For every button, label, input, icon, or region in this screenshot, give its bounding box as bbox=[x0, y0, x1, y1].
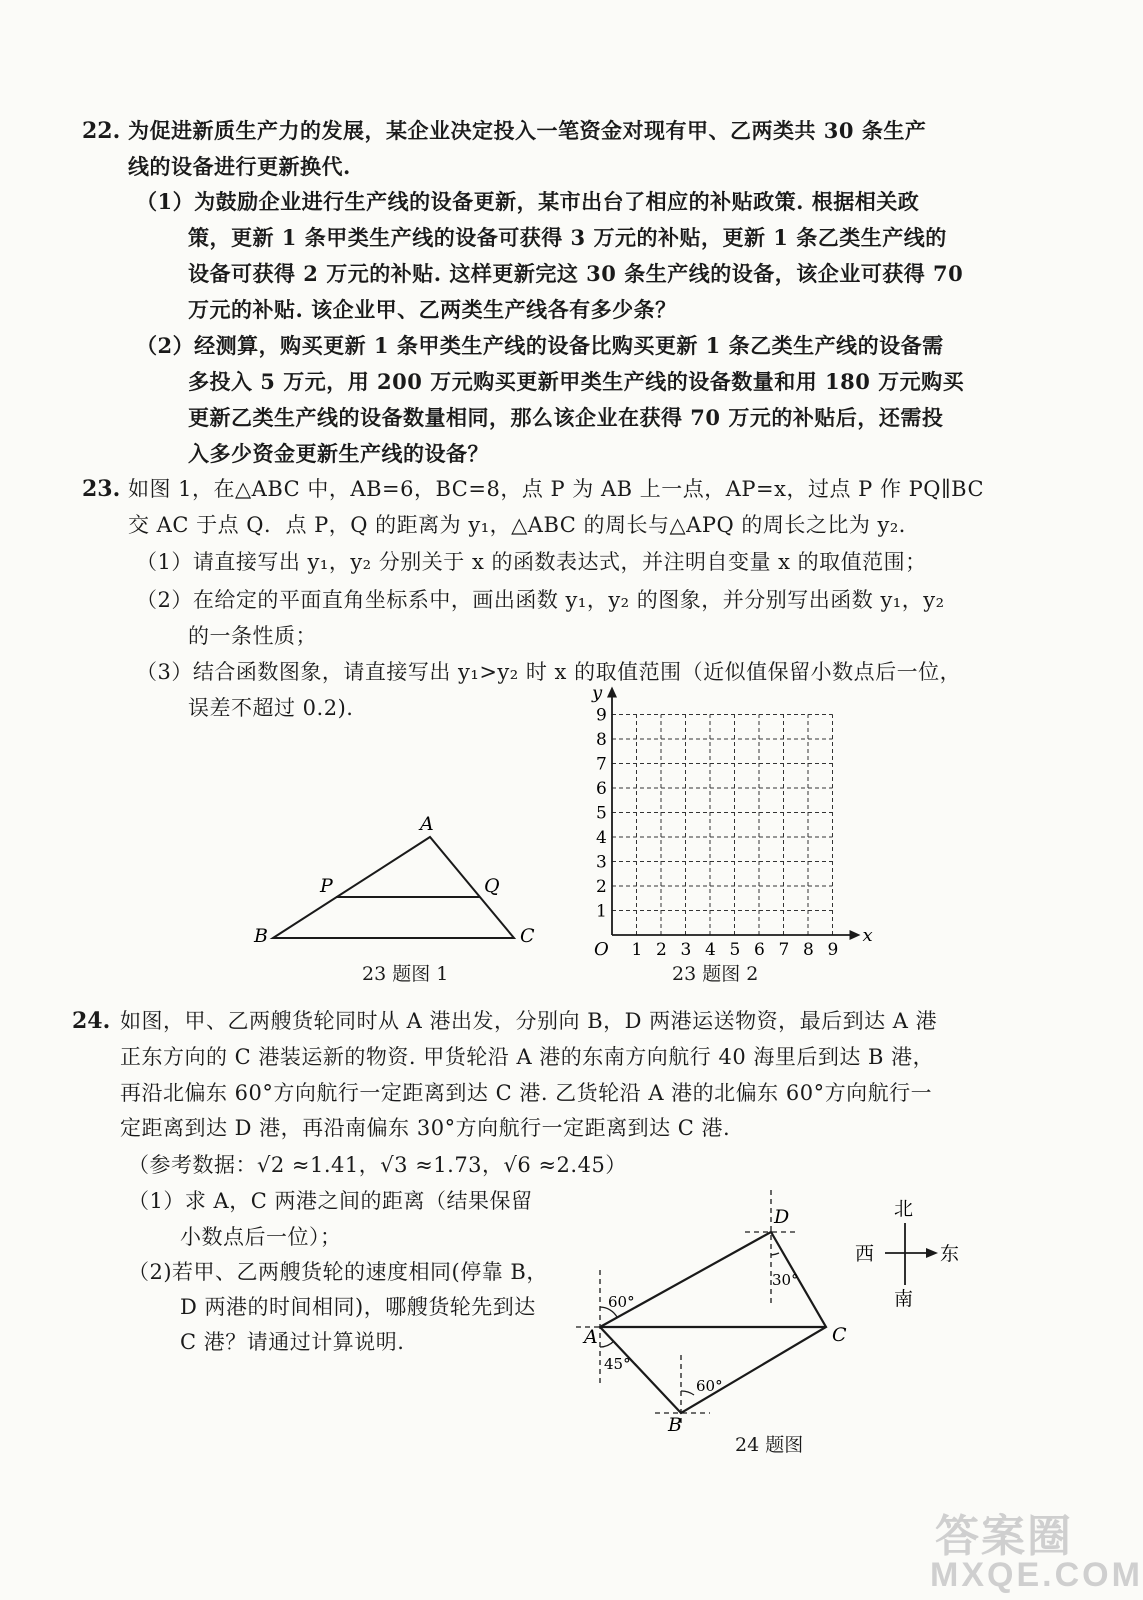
label-a: A bbox=[420, 813, 434, 835]
label-c: C bbox=[520, 925, 535, 947]
q23-figure1-triangle bbox=[240, 810, 560, 950]
q24-figure-port-diagram bbox=[570, 1185, 990, 1436]
y-tick-label: 4 bbox=[596, 828, 607, 848]
q22-stem-line-2: 线的设备进行更新换代. bbox=[128, 154, 351, 179]
label-a: A bbox=[584, 1326, 598, 1348]
q22-part1-line-1: （1）为鼓励企业进行生产线的设备更新，某市出台了相应的补贴政策. 根据相关政 bbox=[136, 189, 920, 214]
label-b: B bbox=[668, 1414, 682, 1436]
y-tick-label: 5 bbox=[596, 803, 607, 824]
x-tick-label: 7 bbox=[778, 940, 790, 960]
q22-part1-line-2: 策，更新 1 条甲类生产线的设备可获得 3 万元的补贴，更新 1 条乙类生产线的 bbox=[188, 225, 947, 250]
q24-part2-line-1: （2)若甲、乙两艘货轮的速度相同(停靠 B， bbox=[128, 1260, 548, 1284]
origin-label: O bbox=[594, 939, 609, 960]
x-tick-label: 3 bbox=[680, 940, 692, 960]
x-tick-label: 2 bbox=[656, 940, 667, 960]
q22-part2-line-1: （2）经测算，购买更新 1 条甲类生产线的设备比购买更新 1 条乙类生产线的设备需 bbox=[136, 333, 944, 358]
angle-b: 60° bbox=[696, 1377, 723, 1395]
q23-part3-line-1: （3）结合函数图象，请直接写出 y₁>y₂ 时 x 的取值范围（近似值保留小数点后一位， bbox=[136, 660, 962, 684]
y-tick-label: 3 bbox=[596, 852, 607, 873]
angle-a-top: 60° bbox=[608, 1293, 635, 1311]
y-tick-label: 8 bbox=[596, 730, 607, 750]
watermark-url: MXQE.COM bbox=[930, 1556, 1143, 1594]
q22-stem-line-1: 为促进新质生产力的发展，某企业决定投入一笔资金对现有甲、乙两类共 30 条生产 bbox=[128, 118, 927, 143]
q22-part2-line-4: 入多少资金更新生产线的设备？ bbox=[188, 441, 489, 466]
y-axis-label: y bbox=[592, 682, 603, 704]
q24-stem-line-3: 再沿北偏东 60°方向航行一定距离到达 C 港. 乙货轮沿 A 港的北偏东 60°方向航行一 bbox=[120, 1081, 933, 1105]
x-tick-label: 1 bbox=[631, 940, 643, 960]
q22-number: 22. bbox=[82, 118, 121, 144]
y-tick-label: 1 bbox=[596, 901, 607, 922]
q24-part2-line-3: C 港？请通过计算说明. bbox=[180, 1330, 405, 1354]
q23-part2-line-2: 的一条性质； bbox=[188, 624, 317, 648]
q23-part1-line-1: （1）请直接写出 y₁，y₂ 分别关于 x 的函数表达式，并注明自变量 x 的取值范围； bbox=[136, 550, 927, 574]
q23-figure2-caption: 23 题图 2 bbox=[672, 963, 759, 985]
q24-stem-line-4: 定距离到达 D 港，再沿南偏东 30°方向航行一定距离到达 C 港. bbox=[120, 1116, 731, 1140]
q22-part2-line-2: 多投入 5 万元，用 200 万元购买更新甲类生产线的设备数量和用 180 万元购买 bbox=[188, 369, 965, 394]
compass-south: 南 bbox=[894, 1288, 914, 1310]
q23-number: 23. bbox=[82, 476, 121, 502]
q23-stem-line-1: 如图 1，在△ABC 中，AB=6，BC=8，点 P 为 AB 上一点，AP=x，过点 P 作 PQ∥BC bbox=[128, 477, 985, 501]
label-q: Q bbox=[484, 875, 500, 897]
watermark-logo: 答案圈 bbox=[935, 1512, 1073, 1561]
x-tick-label: 9 bbox=[827, 940, 839, 960]
q23-figure2-coordinate-grid bbox=[578, 680, 873, 970]
q24-stem-line-2: 正东方向的 C 港装运新的物资. 甲货轮沿 A 港的东南方向航行 40 海里后到达 B 港， bbox=[120, 1045, 935, 1069]
angle-d: 30° bbox=[772, 1271, 799, 1289]
x-tick-label: 6 bbox=[754, 940, 765, 960]
y-tick-label: 2 bbox=[596, 877, 607, 897]
compass-west: 西 bbox=[855, 1243, 875, 1265]
q23-part3-line-2: 误差不超过 0.2). bbox=[188, 696, 354, 720]
q22-part1-line-3: 设备可获得 2 万元的补贴. 这样更新完这 30 条生产线的设备，该企业可获得 70 bbox=[188, 261, 964, 286]
y-tick-label: 6 bbox=[596, 779, 607, 799]
q24-stem-line-1: 如图，甲、乙两艘货轮同时从 A 港出发，分别向 B，D 两港运送物资，最后到达 A 港 bbox=[120, 1009, 938, 1033]
angle-a-bottom: 45° bbox=[604, 1355, 631, 1373]
q24-part1-line-2: 小数点后一位）； bbox=[180, 1225, 342, 1249]
q24-part2-line-2: D 两港的时间相同)，哪艘货轮先到达 bbox=[180, 1295, 536, 1319]
label-d: D bbox=[774, 1206, 790, 1228]
compass-north: 北 bbox=[894, 1198, 914, 1220]
y-axis-arrow bbox=[607, 687, 617, 698]
y-tick-label: 7 bbox=[596, 754, 607, 775]
y-tick-label: 9 bbox=[596, 705, 607, 726]
x-tick-label: 8 bbox=[803, 940, 814, 960]
q22-part2-line-3: 更新乙类生产线的设备数量相同，那么该企业在获得 70 万元的补贴后，还需投 bbox=[188, 405, 944, 430]
q23-part2-line-1: （2）在给定的平面直角坐标系中，画出函数 y₁，y₂ 的图象，并分别写出函数 y₁，y₂ bbox=[136, 588, 945, 612]
label-b: B bbox=[254, 925, 268, 947]
x-axis-label: x bbox=[862, 925, 873, 946]
triangle-abc bbox=[273, 837, 514, 938]
compass-east: 东 bbox=[940, 1243, 960, 1265]
q24-reference-data: （参考数据：√2 ≈1.41，√3 ≈1.73，√6 ≈2.45） bbox=[128, 1153, 627, 1177]
x-tick-label: 5 bbox=[729, 940, 741, 960]
compass-rose bbox=[855, 1198, 959, 1310]
q24-number: 24. bbox=[72, 1008, 111, 1034]
label-p: P bbox=[320, 875, 333, 897]
q23-figure1-caption: 23 题图 1 bbox=[362, 963, 449, 985]
q24-figure-caption: 24 题图 bbox=[735, 1434, 804, 1456]
q22-part1-line-4: 万元的补贴. 该企业甲、乙两类生产线各有多少条？ bbox=[188, 297, 677, 322]
x-axis-arrow bbox=[850, 930, 861, 940]
q24-part1-line-1: （1）求 A，C 两港之间的距离（结果保留 bbox=[128, 1189, 533, 1213]
x-tick-label: 4 bbox=[705, 940, 716, 960]
label-c: C bbox=[832, 1324, 847, 1346]
q23-stem-line-2: 交 AC 于点 Q．点 P，Q 的距离为 y₁，△ABC 的周长与△APQ 的周长之比为 y₂． bbox=[128, 513, 921, 537]
